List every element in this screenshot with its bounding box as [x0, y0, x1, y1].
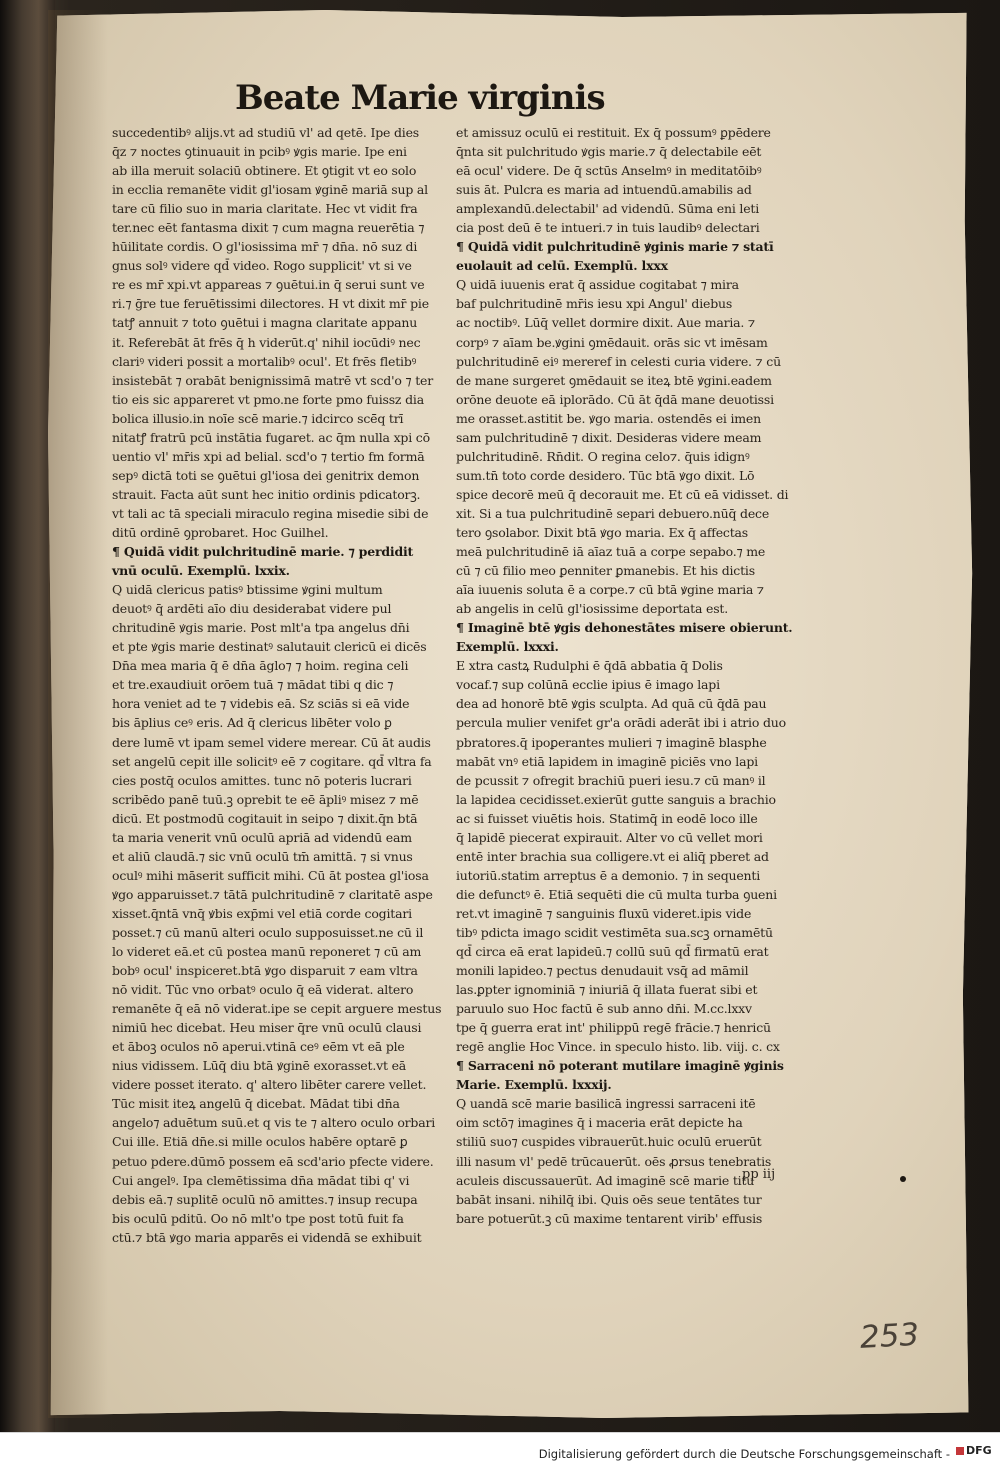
- footer-bar: [0, 1432, 1000, 1472]
- dropcap-line: Q uidā clericus patisꝰ btissime ꝟgini multum: [112, 582, 383, 598]
- text-line: q̄nta sit pulchritudo ꝟgis marie.⁊ q̄ delectabile eēt: [456, 144, 762, 160]
- text-line: meā pulchritudinē iā aīaz tuā a corpe sepabo.⁊ me: [456, 544, 766, 560]
- text-line: succedentibꝰ alijs.vt ad studiū vl' ad qetē. Ipe dies: [112, 125, 419, 140]
- signature-mark: pp iij: [742, 1167, 776, 1182]
- text-line: debis eā.⁊ suplitē oculū nō amittes.⁊ insup recupa: [112, 1191, 418, 1207]
- text-line: qd̄ circa eā erat lapideū.⁊ collū suū qd̄ firmatū erat: [456, 944, 769, 960]
- text-line: et amissuz oculū ei restituit. Ex q̄ possumꝰ ꝑpēdere: [456, 125, 771, 140]
- text-line: corpꝰ ⁊ aīam be.ꝟgini ꝯmēdauit. orās sic vt imēsam: [456, 334, 768, 350]
- text-line: Dn̄a mea maria q̄ ē dn̄a āglo⁊ ⁊ hoim. regina celi: [112, 658, 409, 674]
- text-line: ab angelis in celū gl'iosissime deportata est.: [456, 601, 729, 617]
- dropcap-line: Q uidā iuuenis erat q̄ assidue cogitabat ⁊ mira: [456, 277, 739, 293]
- text-line: paruulo suo Hoc factū ē sub anno dn̄i. M.cc.lxxv: [456, 1001, 752, 1017]
- right-text-column: [456, 123, 816, 1226]
- dfg-logo[interactable]: [956, 1444, 992, 1462]
- text-line: nitatꝭ fratrū pcū instātia fugaret. ac q̄m nulla xpi cō: [112, 429, 430, 445]
- text-line: cū ⁊ cū filio meo ꝑenniter ꝑmanebis. Et his dictis: [456, 563, 755, 579]
- text-line: insistebāt ⁊ orabāt benignissimā matrē vt scd'o ⁊ ter: [112, 372, 434, 388]
- text-line: ab illa meruit solaciū obtinere. Et ꝯtigit vt eo solo: [112, 163, 417, 179]
- text-line: mabāt vnꝰ etiā lapidem in imaginē piciēs vno lapi: [456, 753, 758, 769]
- text-line: in ecclia remanēte vidit gl'iosam ꝟginē mariā sup al: [112, 182, 428, 198]
- book-binding-edge: [0, 0, 55, 1432]
- text-line: clariꝰ videri possit a mortalibꝰ ocul'. Et frēs fletibꝰ: [112, 353, 417, 369]
- text-line: nō vidit. Tūc vno orbatꝰ oculo q̄ eā viderat. altero: [112, 982, 414, 998]
- text-line: bis oculū pditū. Oo nō mlt'o tpe post totū fuit fa: [112, 1210, 404, 1226]
- chapter-heading: vnū oculū. Exemplū. lxxix.: [112, 563, 290, 579]
- text-line: ditū ordinē ꝯprobaret. Hoc Guilhel.: [112, 524, 329, 540]
- text-line: suis āt. Pulcra es maria ad intuendū.amabilis ad: [456, 182, 752, 198]
- text-line: bare potuerūt.ꝫ cū maxime tentarent virib' effusis: [456, 1210, 763, 1226]
- text-line: stiliū suo⁊ cuspides vibrauerūt.huic oculū eruerūt: [456, 1134, 762, 1150]
- text-line: vt tali ac tā speciali miraculo regina misedie sibi de: [112, 505, 429, 521]
- text-line: tare cū filio suo in maria claritate. Hec vt vidit fra: [112, 201, 418, 217]
- text-line: et tre.exaudiuit orōem tuā ⁊ mādat tibi q dic ⁊: [112, 677, 394, 693]
- text-line: strauit. Facta aūt sunt hec initio ordinis pdicatorꝫ.: [112, 486, 421, 502]
- text-line: la lapidea cecidisset.exierūt gutte sanguis a brachio: [456, 791, 776, 807]
- text-line: uentio vl' mr̄is xpi ad belial. scd'o ⁊ tertio fm formā: [112, 448, 425, 464]
- text-line: chritudinē ꝟgis marie. Post mlt'a tpa angelus dn̄i: [112, 620, 410, 636]
- text-line: entē inter brachia sua colligere.vt ei aliq̄ pberet ad: [456, 848, 769, 864]
- text-line: bobꝰ ocul' inspiceret.btā ꝟgo disparuit ⁊ eam vltra: [112, 963, 418, 979]
- text-line: tpe q̄ guerra erat int' philippū regē frācie.⁊ henricū: [456, 1020, 771, 1036]
- text-line: de mane surgeret ꝯmēdauit se iteꝝ btē ꝟgini.eadem: [456, 372, 772, 388]
- text-line: ac si fuisset viuētis hois. Statimq̄ in eodē loco ille: [456, 810, 758, 826]
- text-line: hūilitate cordis. O gl'iosissima mr̄ ⁊ dn̄a. nō suz di: [112, 239, 418, 255]
- running-head: Beate Marie virginis: [235, 78, 605, 118]
- text-line: ri.⁊ ḡre tue feruētissimi dilectores. H vt dixit mr̄ pie: [112, 296, 429, 312]
- text-line: oculꝰ mihi māserit sufficit mihi. Cū āt postea gl'iosa: [112, 867, 429, 883]
- text-line: ret.vt imaginē ⁊ sanguinis fluxū videret.ipis vide: [456, 905, 752, 921]
- text-line: pbratores.q̄ ipoꝑerantes mulieri ⁊ imaginē blasphe: [456, 734, 767, 750]
- chapter-heading: Exemplū. lxxxi.: [456, 639, 559, 655]
- dfg-logo-text: DFG: [966, 1444, 992, 1457]
- text-line: xit. Si a tua pulchritudinē separi debuero.nūq̄ dece: [456, 505, 770, 521]
- handwritten-folio-number: 253: [859, 1316, 921, 1356]
- text-line: bolica illusio.in noīe scē marie.⁊ idcirco scē̄q trī: [112, 410, 404, 426]
- text-line: it. Referebāt āt frēs q̄ h viderūt.q' nihil iocūdiꝰ nec: [112, 334, 421, 350]
- text-line: ꝟgo apparuisset.⁊ tātā pulchritudinē ⁊ claritatē aspe: [112, 886, 433, 902]
- text-line: petuo pdere.dūmō possem eā scd'ario pfecte videre.: [112, 1153, 434, 1169]
- chapter-heading: Marie. Exemplū. lxxxij.: [456, 1077, 612, 1093]
- text-line: ac noctibꝰ. Lūq̄ vellet dormire dixit. Aue maria. ⁊: [456, 315, 755, 331]
- text-line: amplexandū.delectabil' ad videndū. Sūma eni leti: [456, 201, 760, 217]
- text-line: regē anglie Hoc Vince. in speculo histo. lib. viij. c. cx: [456, 1039, 780, 1055]
- text-line: xisset.q̄ntā vnq̄ ꝟbis exp̄mi vel etiā corde cogitari: [112, 905, 412, 921]
- text-line: pulchritudinē eiꝰ mereref in celesti curia videre. ⁊ cū: [456, 353, 781, 369]
- text-line: tero ꝯsolabor. Dixit btā ꝟgo maria. Ex q̄ affectas: [456, 524, 748, 540]
- text-line: baf pulchritudinē mr̄is iesu xpi Angul' diebus: [456, 296, 733, 312]
- text-line: sam pulchritudinē ⁊ dixit. Desideras videre meam: [456, 429, 762, 445]
- text-line: angelo⁊ aduētum suū.et q vis te ⁊ altero oculo orbari: [112, 1115, 436, 1131]
- text-line: videre posset iterato. q' altero libēter carere vellet.: [112, 1077, 427, 1093]
- text-line: dicū. Et postmodū cogitauit in seipo ⁊ dixit.q̄n btā: [112, 810, 418, 826]
- text-line: ter.nec eēt fantasma dixit ⁊ cum magna reuerētia ⁊: [112, 220, 425, 236]
- funding-credit: Digitalisierung gefördert durch die Deutsche Forschungsgemeinschaft -: [538, 1447, 950, 1461]
- text-line: babāt insani. nihilq̄ ibi. Quis oēs seue tentātes tur: [456, 1191, 762, 1207]
- text-line: remanēte q̄ eā nō viderat.ipe se cepit arguere mestus: [112, 1001, 442, 1017]
- text-line: q̄z ⁊ noctes ꝯtinuauit in pcibꝰ ꝟgis marie. Ipe eni: [112, 144, 407, 160]
- text-line: hora veniet ad te ⁊ videbis eā. Sz sciās si eā vide: [112, 696, 410, 712]
- text-line: et pte ꝟgis marie destinatꝰ salutauit clericū ei dicēs: [112, 639, 427, 655]
- page-gutter-shadow: [48, 10, 108, 1418]
- text-line: pulchritudinē. Rn̄dit. O regina celo⁊. q̄uis idignꝰ: [456, 448, 750, 464]
- chapter-heading: ¶ Sarraceni nō poterant mutilare imaginē ꝟginis: [456, 1058, 784, 1074]
- text-line: q̄ lapidē piecerat expirauit. Alter vo cū vellet mori: [456, 829, 763, 845]
- text-line: de pcussit ⁊ ofregit brachiū pueri iesu.⁊ cū manꝰ il: [456, 772, 766, 788]
- chapter-heading: ¶ Quidā vidit pulchritudinē ꝟginis marie ⁊ statī: [456, 239, 774, 255]
- text-line: dea ad honorē btē ꝟgis sculpta. Ad quā cū q̄dā pau: [456, 696, 767, 712]
- text-line: aīa iuuenis soluta ē a corpe.⁊ cū btā ꝟgine maria ⁊: [456, 582, 764, 598]
- text-line: et āboꝫ oculos nō aperui.vtinā ceꝰ eēm vt eā ple: [112, 1039, 405, 1055]
- text-line: deuotꝰ q̄ ardēti aīo diu desiderabat videre pul: [112, 601, 392, 617]
- text-line: las.ꝑpter ignominiā ⁊ iniuriā q̄ illata fuerat sibi et: [456, 982, 758, 998]
- text-line: iutoriū.statim arreptus ē a demonio. ⁊ in sequenti: [456, 867, 761, 883]
- text-line: Tūc misit iteꝝ angelū q̄ dicebat. Mādat tibi dn̄a: [112, 1096, 400, 1112]
- left-text-column: [112, 123, 442, 1245]
- dropcap-line: E xtra castꝝ Rudulphi ē q̄dā abbatia q̄ Dolis: [456, 658, 723, 674]
- text-line: orōne deuote eā iplorādo. Cū āt q̄dā mane deuotissi: [456, 391, 774, 407]
- text-line: sum.tn̄ toto corde desidero. Tūc btā ꝟgo dixit. Lō: [456, 467, 755, 483]
- text-line: Cui ille. Etiā dn̄e.si mille oculos habēre optarē ꝑ: [112, 1134, 408, 1150]
- text-line: die defunctꝰ ē. Etiā sequēti die cū multa turba ꝯueni: [456, 886, 777, 902]
- text-line: bis āplius ceꝰ eris. Ad q̄ clericus libēter volo ꝑ: [112, 715, 392, 731]
- text-line: vocaf.⁊ sup colūnā ecclie ipius ē imago lapi: [456, 677, 720, 693]
- text-line: sepꝰ dictā toti se ꝯuētui gl'iosa dei genitrix demon: [112, 467, 420, 483]
- text-line: cia post deū ē te intueri.⁊ in tuis laudibꝰ delectari: [456, 220, 760, 236]
- text-line: ta maria venerit vnū oculū apriā ad videndū eam: [112, 829, 412, 845]
- text-line: nimiū hec dicebat. Heu miser q̄re vnū oculū clausi: [112, 1020, 422, 1036]
- chapter-heading: ¶ Quidā vidit pulchritudinē marie. ⁊ perdidit: [112, 544, 414, 560]
- text-line: spice decorē meū q̄ decorauit me. Et cū eā vidisset. di: [456, 486, 789, 502]
- text-line: posset.⁊ cū manū alteri oculo supposuisset.ne cū il: [112, 924, 424, 940]
- text-line: nius vidissem. Lūq̄ diu btā ꝟginē exorasset.vt eā: [112, 1058, 407, 1074]
- text-line: lo videret eā.et cū postea manū reponeret ⁊ cū am: [112, 944, 422, 960]
- dropcap-line: Q uandā scē marie basilicā ingressi sarraceni itē: [456, 1096, 756, 1112]
- text-line: tibꝰ pdicta imago scidit vestimēta sua.scꝫ ornamētū: [456, 924, 773, 940]
- text-line: illi nasum vl' pedē trūcauerūt. oēs ꝓrsus tenebratis: [456, 1153, 772, 1169]
- margin-dot: [900, 1176, 906, 1182]
- chapter-heading: euolauit ad celū. Exemplū. lxxx: [456, 258, 668, 274]
- dfg-logo-icon: [956, 1447, 964, 1455]
- text-line: scribēdo panē tuū.ꝫ oprebit te eē āpliꝰ misez ⁊ mē: [112, 791, 419, 807]
- text-line: percula mulier venifet gr'a orādi aderāt ibi i atrio duo: [456, 715, 786, 731]
- text-line: dere lumē vt ipam semel videre merear. Cū āt audis: [112, 734, 431, 750]
- text-line: gnus solꝰ videre qd̄ video. Rogo supplicit' vt si ve: [112, 258, 412, 274]
- text-line: me orasset.astitit be. ꝟgo maria. ostendēs ei imen: [456, 410, 761, 426]
- text-line: aculeis discussauerūt. Ad imaginē scē marie titu: [456, 1172, 755, 1188]
- text-line: Cui angelꝰ. Ipa clemētissima dn̄a mādat tibi q' vi: [112, 1172, 410, 1188]
- text-line: oim sctō⁊ imagines q̄ i maceria erāt depicte ha: [456, 1115, 743, 1131]
- chapter-heading: ¶ Imaginē btē ꝟgis dehonestātes misere obierunt.: [456, 620, 793, 636]
- text-line: monili lapideo.⁊ pectus denudauit vsq̄ ad māmil: [456, 963, 749, 979]
- text-line: ctū.⁊ btā ꝟgo maria apparēs ei videndā se exhibuit: [112, 1229, 422, 1245]
- text-line: eā ocul' videre. De q̄ sctūs Anselmꝰ in meditatōibꝰ: [456, 163, 762, 179]
- text-line: cies postq̄ oculos amittes. tunc nō poteris lucrari: [112, 772, 412, 788]
- text-line: set angelū cepit ille solicitꝰ eē ⁊ cogitare. qd̄ vltra fa: [112, 753, 432, 769]
- text-line: tatꝭ annuit ⁊ toto ꝯuētui i magna claritate appanu: [112, 315, 418, 331]
- text-line: re es mr̄ xpi.vt appareas ⁊ ꝯuētui.in q̄ serui sunt ve: [112, 277, 425, 293]
- text-line: tio eis sic appareret vt pmo.ne forte pmo fuissz dia: [112, 391, 424, 407]
- text-line: et aliū claudā.⁊ sic vnū oculū tm̄ amittā. ⁊ si vnus: [112, 848, 413, 864]
